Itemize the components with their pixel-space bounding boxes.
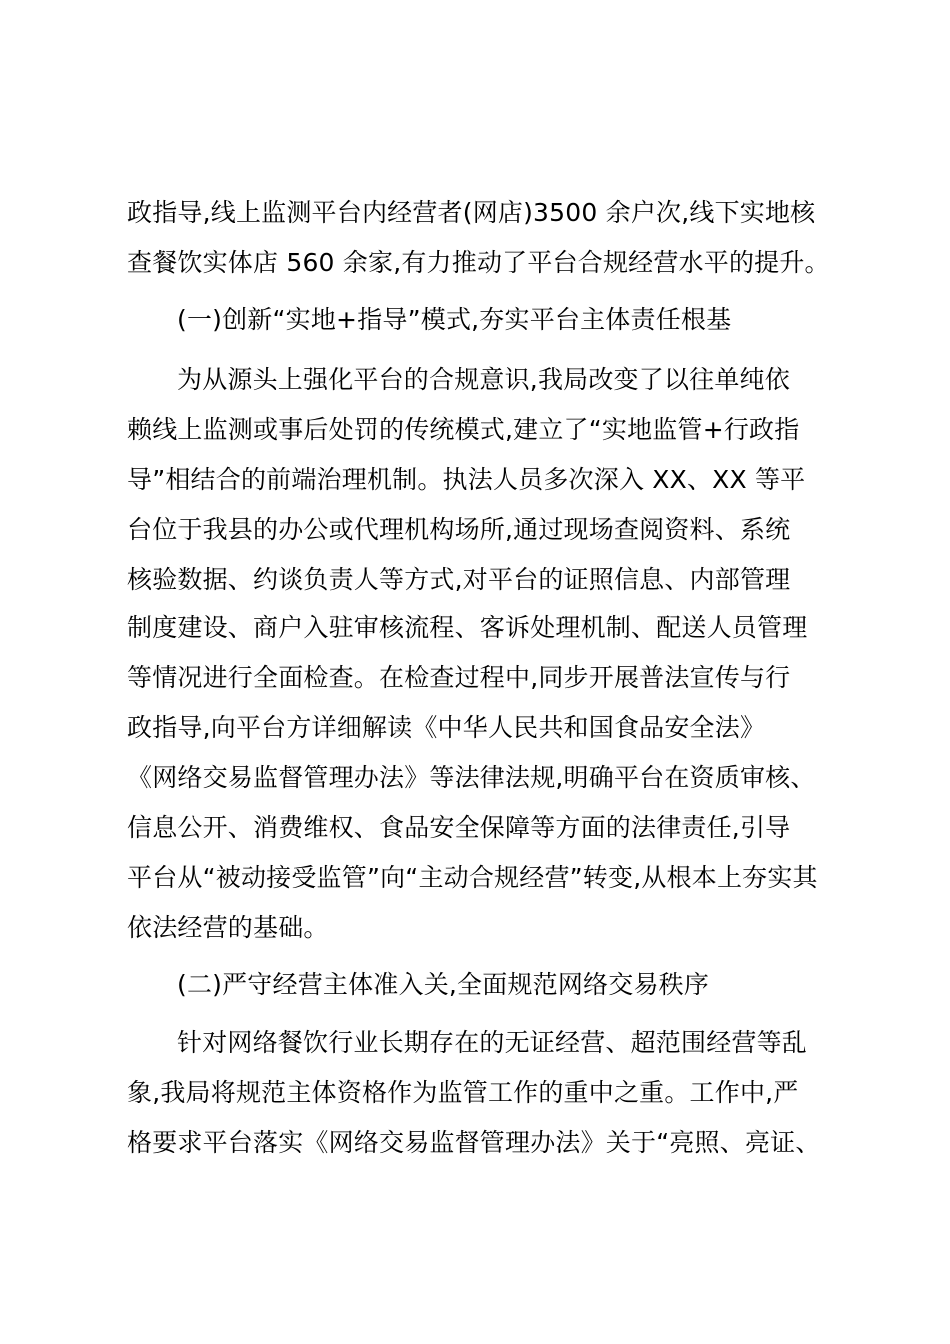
paragraph-line: 等情况进行全面检查。在检查过程中,同步开展普法宣传与行 xyxy=(127,663,791,692)
paragraph-line: 依法经营的基础。 xyxy=(127,913,329,942)
paragraph-line: 导”相结合的前端治理机制。执法人员多次深入 XX、XX 等平 xyxy=(127,465,806,494)
paragraph-line: 平台从“被动接受监管”向“主动合规经营”转变,从根本上夯实其 xyxy=(127,863,818,892)
paragraph-line: 象,我局将规范主体资格作为监管工作的重中之重。工作中,严 xyxy=(127,1078,799,1107)
paragraph-line: 政指导,线上监测平台内经营者(网店)3500 余户次,线下实地核 xyxy=(127,198,816,227)
paragraph-line: 政指导,向平台方详细解读《中华人民共和国食品安全法》 xyxy=(127,713,766,742)
paragraph-line: 《网络交易监督管理办法》等法律法规,明确平台在资质审核、 xyxy=(127,763,816,792)
section-heading-1: (一)创新“实地+指导”模式,夯实平台主体责任根基 xyxy=(177,305,732,334)
paragraph-line: 核验数据、约谈负责人等方式,对平台的证照信息、内部管理 xyxy=(127,565,791,594)
section-heading-2: (二)严守经营主体准入关,全面规范网络交易秩序 xyxy=(177,970,710,999)
paragraph-line: 针对网络餐饮行业长期存在的无证经营、超范围经营等乱 xyxy=(177,1028,808,1057)
paragraph-line: 为从源头上强化平台的合规意识,我局改变了以往单纯依 xyxy=(177,365,790,394)
paragraph-line: 赖线上监测或事后处罚的传统模式,建立了“实地监管+行政指 xyxy=(127,415,800,444)
paragraph-line: 制度建设、商户入驻审核流程、客诉处理机制、配送人员管理 xyxy=(127,613,808,642)
paragraph-line: 信息公开、消费维权、食品安全保障等方面的法律责任,引导 xyxy=(127,813,791,842)
paragraph-line: 台位于我县的办公或代理机构场所,通过现场查阅资料、系统 xyxy=(127,515,791,544)
paragraph-line: 格要求平台落实《网络交易监督管理办法》关于“亮照、亮证、 xyxy=(127,1128,821,1157)
paragraph-line: 查餐饮实体店 560 余家,有力推动了平台合规经营水平的提升。 xyxy=(127,248,830,277)
